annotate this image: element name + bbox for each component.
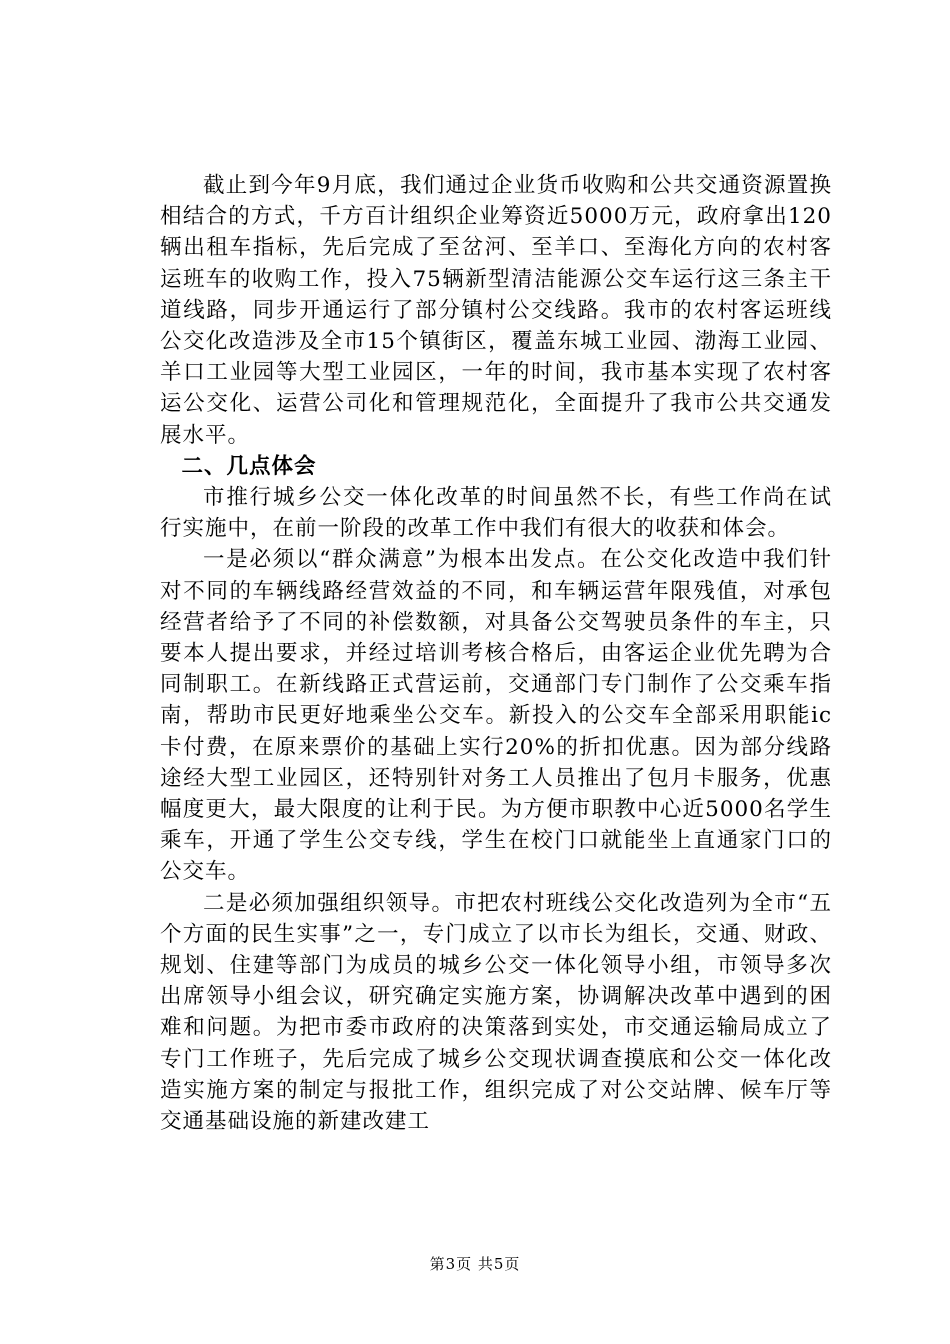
page-number-footer: 第3页 共5页 bbox=[429, 1255, 521, 1273]
paragraph-progress-summary: 截止到今年9月底，我们通过企业货币收购和公共交通资源置换相结合的方式，千方百计组织企业筹资近5000万元，政府拿出120辆出租车指标，先后完成了至岔河、至羊口、至海化方向的农村客运班车的收购工作，投入75辆新型清洁能源公交车运行这三条主干道线路，同步开通运行了部分镇村公交线路。我市的农村客运班线公交化改造涉及全市15个镇街区，覆盖东城工业园、渤海工业园、羊口工业园等大型工业园区，一年的时间，我市基本实现了农村客运公交化、运营公司化和管理规范化，全面提升了我市公共交通发展水平。 bbox=[160, 173, 832, 448]
paragraph-point-one: 一是必须以“群众满意”为根本出发点。在公交化改造中我们针对不同的车辆线路经营效益的不同，和车辆运营年限残值，对承包经营者给予了不同的补偿数额，对具备公交驾驶员条件的车主，只要本人提出要求，并经过培训考核合格后，由客运企业优先聘为合同制职工。在新线路正式营运前，交通部门专门制作了公交乘车指南，帮助市民更好地乘坐公交车。新投入的公交车全部采用职能ic卡付费，在原来票价的基础上实行20%的折扣优惠。因为部分线路途经大型工业园区，还特别针对务工人员推出了包月卡服务，优惠幅度更大，最大限度的让利于民。为方便市职教中心近5000名学生乘车，开通了学生公交专线，学生在校门口就能坐上直通家门口的公交车。 bbox=[160, 547, 832, 885]
document-body bbox=[160, 170, 832, 1137]
section-heading: 二、几点体会 bbox=[181, 453, 317, 479]
paragraph-point-two: 二是必须加强组织领导。市把农村班线公交化改造列为全市“五个方面的民生实事”之一，专门成立了以市长为组长，交通、财政、规划、住建等部门为成员的城乡公交一体化领导小组，市领导多次出席领导小组会议，研究确定实施方案，协调解决改革中遇到的困难和问题。为把市委市政府的决策落到实处，市交通运输局成立了专门工作班子，先后完成了城乡公交现状调查摸底和公交一体化改造实施方案的制定与报批工作，组织完成了对公交站牌、候车厅等交通基础设施的新建改建工 bbox=[160, 890, 832, 1135]
paragraph-intro: 市推行城乡公交一体化改革的时间虽然不长，有些工作尚在试行实施中，在前一阶段的改革工作中我们有很大的收获和体会。 bbox=[160, 485, 832, 542]
